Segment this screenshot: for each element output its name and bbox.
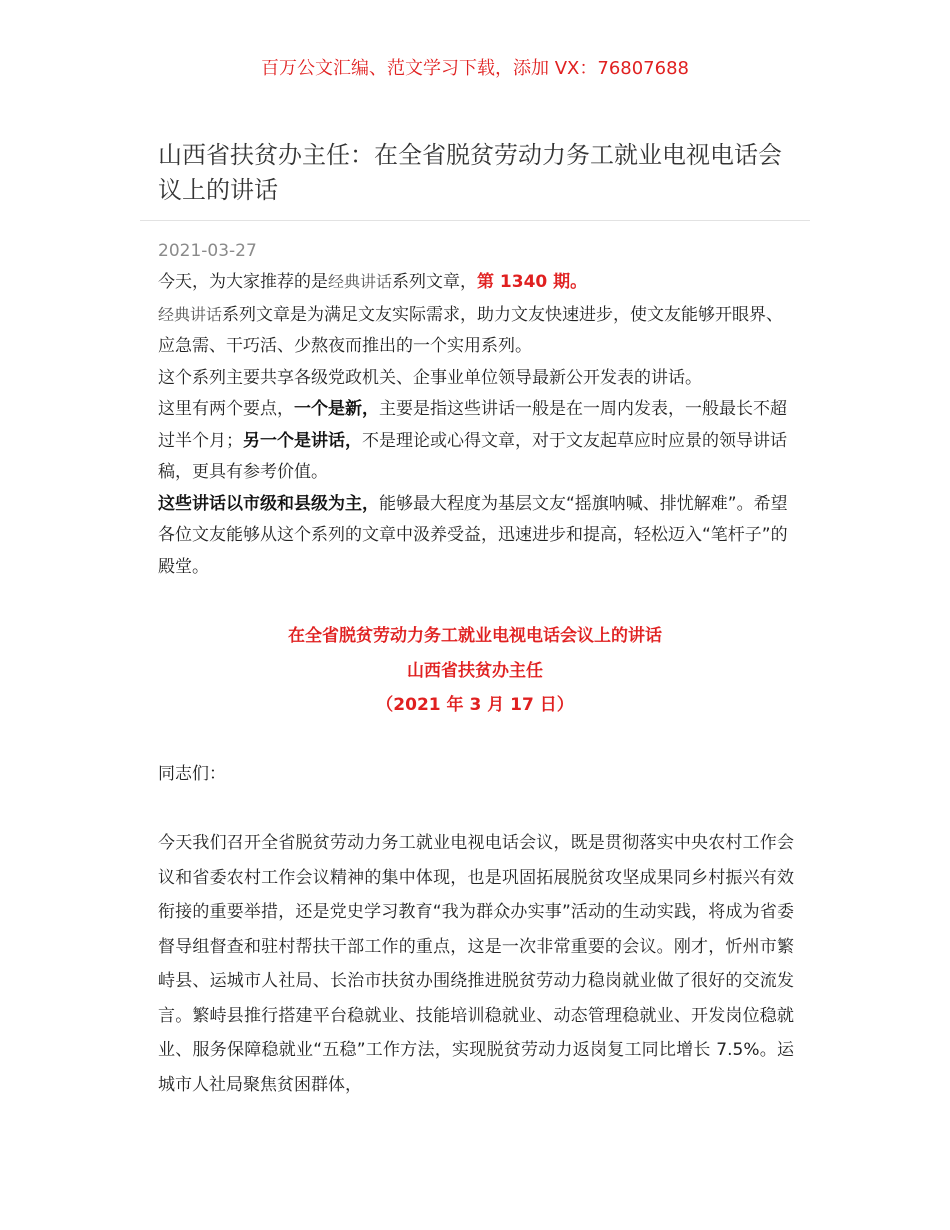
- intro-paragraph-4: [158, 394, 794, 489]
- speech-speaker: 山西省扶贫办主任: [407, 660, 543, 681]
- speech-body: 今天我们召开全省脱贫劳动力务工就业电视电话会议，既是贯彻落实中央农村工作会议和省委农村工作会议精神的集中体现，也是巩固拓展脱贫攻坚成果同乡村振兴有效衔接的重要举措，还是党史学习教育“我为群众办实事”活动的生动实践，将成为省委督导组督查和驻村帮扶干部工作的重点，这是一次非常重要的会议。刚才，忻州市繁峙县、运城市人社局、长治市扶贫办围绕推进脱贫劳动力稳岗就业做了很好的交流发言。繁峙县推行搭建平台稳就业、技能培训稳就业、动态管理稳就业、开发岗位稳就业、服务保障稳就业“五稳”工作方法，实现脱贫劳动力返岗复工同比增长 7.5%。运城市人社局聚焦贫困群体，: [158, 833, 794, 1095]
- issue-number: 第 1340 期。: [477, 272, 588, 292]
- speech-heading: [0, 622, 950, 726]
- promo-banner: 百万公文汇编、范文学习下载，添加 VX：76807688: [261, 58, 689, 79]
- intro-section: [158, 266, 794, 583]
- intro-paragraph-3: 这个系列主要共享各级党政机关、企事业单位领导最新公开发表的讲话。: [158, 367, 702, 388]
- intro-paragraph-1: [158, 266, 794, 299]
- series-name: 经典讲话: [158, 304, 223, 324]
- key-point-1: 一个是新，: [294, 399, 379, 419]
- intro-text: 系列文章，: [392, 272, 478, 292]
- intro-text: 主要是指这些讲话一般是在一周内发表，一般最长不超过半个月；: [158, 399, 787, 451]
- title-divider: [140, 220, 810, 221]
- intro-text: 这里有两个要点，: [158, 399, 294, 419]
- intro-text: 不是理论或心得文章，对于文友起草应时应景的领导讲话稿，更具有参考价值。: [158, 430, 787, 482]
- series-name: 经典讲话: [328, 272, 393, 291]
- intro-text: 今天，为大家推荐的是: [158, 272, 328, 292]
- key-point-3: 这些讲话以市级和县级为主，: [158, 493, 379, 514]
- speech-title: 在全省脱贫劳动力务工就业电视电话会议上的讲话: [288, 626, 662, 646]
- intro-paragraph-5: [158, 489, 794, 584]
- key-point-2: 另一个是讲话，: [243, 430, 362, 451]
- article-title: 山西省扶贫办主任：在全省脱贫劳动力务工就业电视电话会议上的讲话: [158, 141, 782, 204]
- publish-date: 2021-03-27: [158, 241, 257, 261]
- speech-greeting: 同志们：: [158, 764, 226, 784]
- intro-text: 系列文章是为满足文友实际需求，助力文友快速进步，使文友能够开眼界、应急需、干巧活、少熬夜而推出的一个实用系列。: [158, 304, 784, 356]
- intro-paragraph-2: [158, 299, 794, 363]
- intro-text: 能够最大程度为基层文友“摇旗呐喊、排忧解难”。希望各位文友能够从这个系列的文章中汲养受益，迅速进步和提高，轻松迈入“笔杆子”的殿堂。: [158, 493, 788, 577]
- speech-date: （2021 年 3 月 17 日）: [376, 695, 574, 715]
